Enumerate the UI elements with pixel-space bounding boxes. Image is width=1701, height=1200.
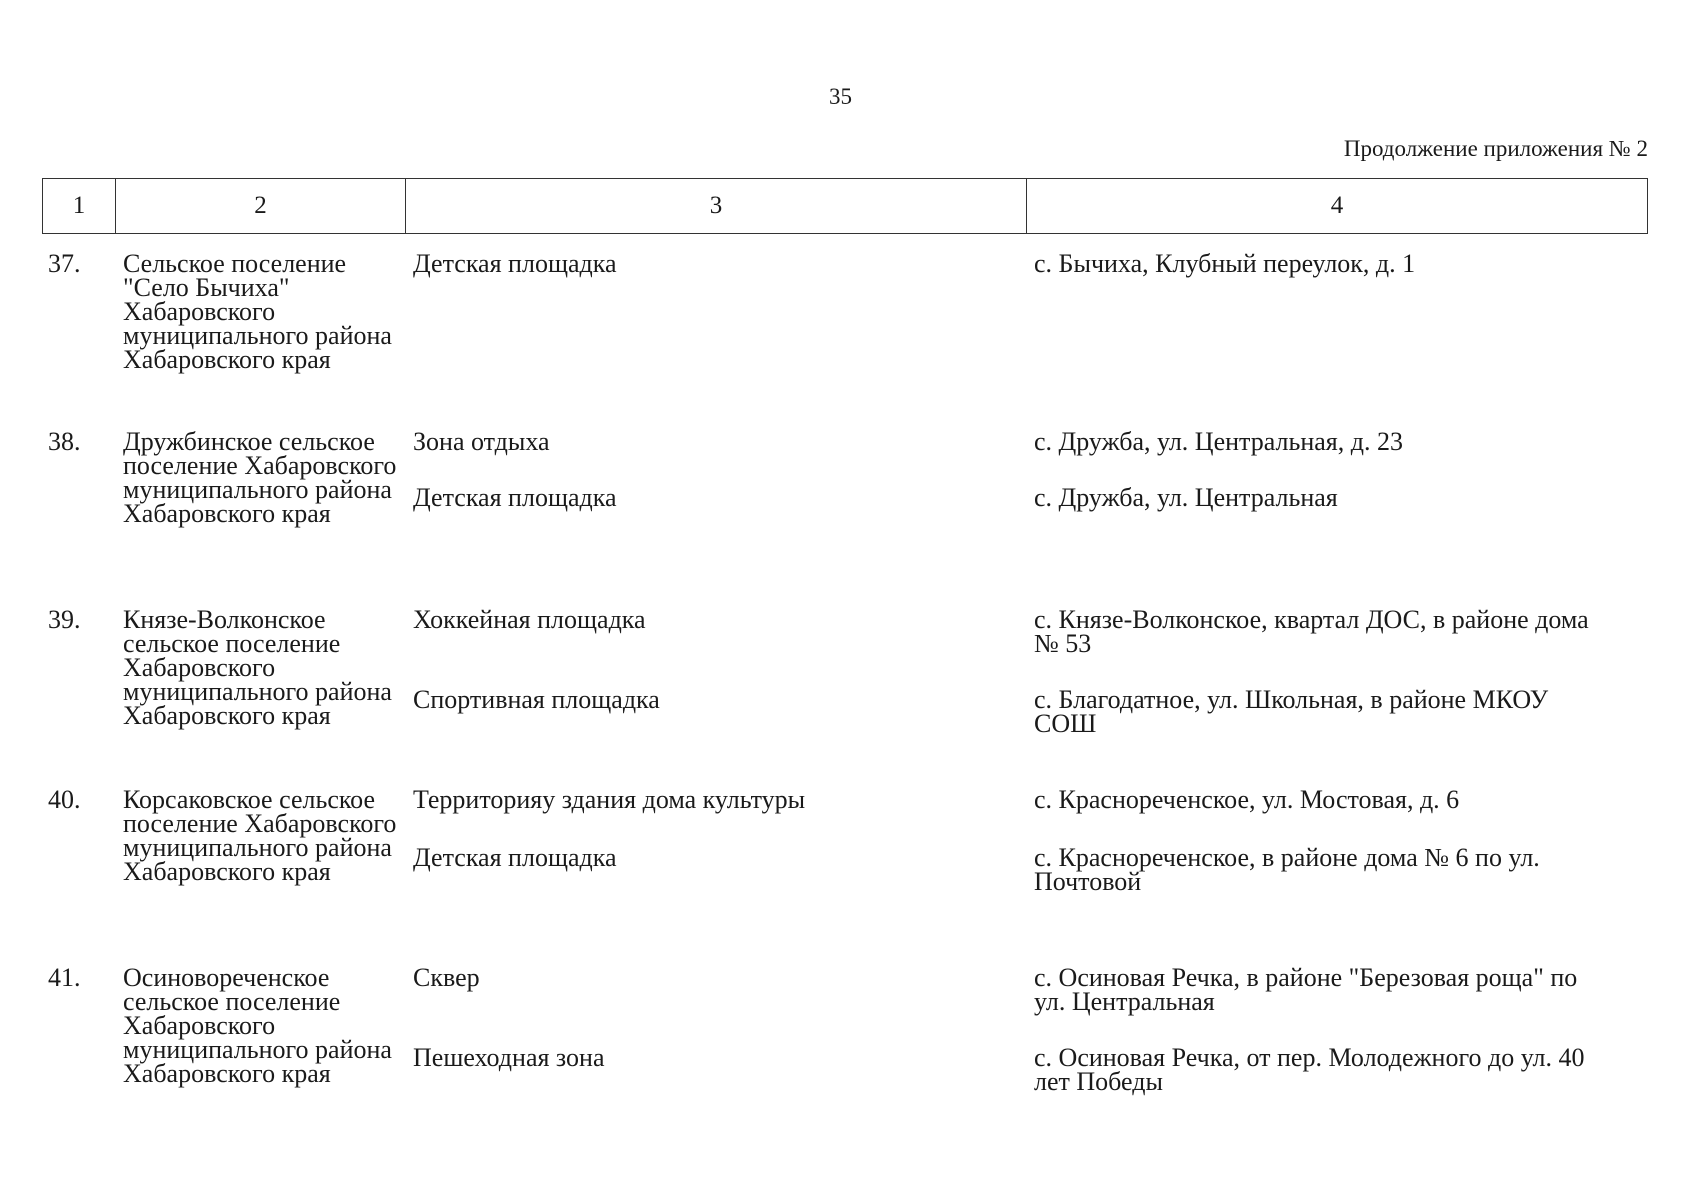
settlement-name: Князе-Волконское сельское поселение Хабаровского муниципального района Хабаровского края: [123, 605, 392, 730]
appendix-note: Продолжение приложения № 2: [1343, 136, 1648, 161]
object-entry: [405, 785, 1648, 846]
object-address: с. Осиновая Речка, в районе "Березовая роща" по ул. Центральная: [1034, 963, 1578, 1016]
table-header: [42, 178, 1648, 234]
row-number: 39.: [48, 605, 81, 634]
row-objects: [405, 963, 1648, 1126]
object-name: Детская площадка: [413, 249, 617, 278]
header-col-4: 4: [1330, 192, 1344, 219]
header-col-1: 1: [43, 179, 116, 233]
header-col-2: 2: [116, 179, 406, 233]
object-name: Зона отдыха: [413, 427, 550, 456]
object-address: с. Осиновая Речка, от пер. Молодежного до ул. 40 лет Победы: [1034, 1043, 1585, 1096]
settlement-name: Корсаковское сельское поселение Хабаровского муниципального района Хабаровского края: [123, 785, 397, 886]
object-address: с. Дружба, ул. Центральная, д. 23: [1034, 427, 1403, 456]
object-name: Детская площадка: [413, 843, 617, 872]
table-row: [42, 963, 1648, 1126]
table-body: [42, 249, 1648, 1126]
table-row: [42, 249, 1648, 430]
row-number: 41.: [48, 963, 81, 992]
object-name: Сквер: [413, 963, 480, 992]
object-address: с. Бычиха, Клубный переулок, д. 1: [1034, 249, 1416, 278]
object-entry: [405, 1043, 1648, 1096]
object-name: Территорияу здания дома культуры: [413, 785, 806, 814]
object-name: Пешеходная зона: [413, 1043, 605, 1072]
object-name: Детская площадка: [413, 483, 617, 512]
object-address: с. Благодатное, ул. Школьная, в районе МКОУ СОШ: [1034, 685, 1549, 738]
row-objects: [405, 427, 1648, 608]
table-row: [42, 785, 1648, 966]
object-address: с. Дружба, ул. Центральная: [1034, 483, 1338, 512]
settlement-name: Сельское поселение "Село Бычиха" Хабаровского муниципального района Хабаровского края: [123, 249, 392, 374]
header-col-3: 3: [406, 179, 1027, 233]
row-objects: [405, 249, 1648, 430]
object-entry: [405, 843, 1648, 896]
object-entry: [405, 249, 1648, 278]
row-number: 40.: [48, 785, 81, 814]
row-number: 37.: [48, 249, 81, 278]
table-row: [42, 605, 1648, 788]
object-address: с. Краснореченское, ул. Мостовая, д. 6: [1034, 785, 1460, 814]
table-row: [42, 427, 1648, 608]
object-entry: [405, 605, 1648, 688]
object-entry: [405, 685, 1648, 738]
row-objects: [405, 785, 1648, 966]
object-entry: [405, 963, 1648, 1046]
object-entry: [405, 427, 1648, 486]
object-address: с. Краснореченское, в районе дома № 6 по ул. Почтовой: [1034, 843, 1540, 896]
page-number: 35: [829, 84, 852, 109]
settlement-name: Осиновореченское сельское поселение Хабаровского муниципального района Хабаровского края: [123, 963, 392, 1088]
object-name: Хоккейная площадка: [413, 605, 646, 634]
settlement-name: Дружбинское сельское поселение Хабаровского муниципального района Хабаровского края: [123, 427, 397, 528]
row-number: 38.: [48, 427, 81, 456]
object-entry: [405, 483, 1648, 512]
object-address: с. Князе-Волконское, квартал ДОС, в районе дома № 53: [1034, 605, 1589, 658]
object-name: Спортивная площадка: [413, 685, 660, 714]
row-objects: [405, 605, 1648, 788]
